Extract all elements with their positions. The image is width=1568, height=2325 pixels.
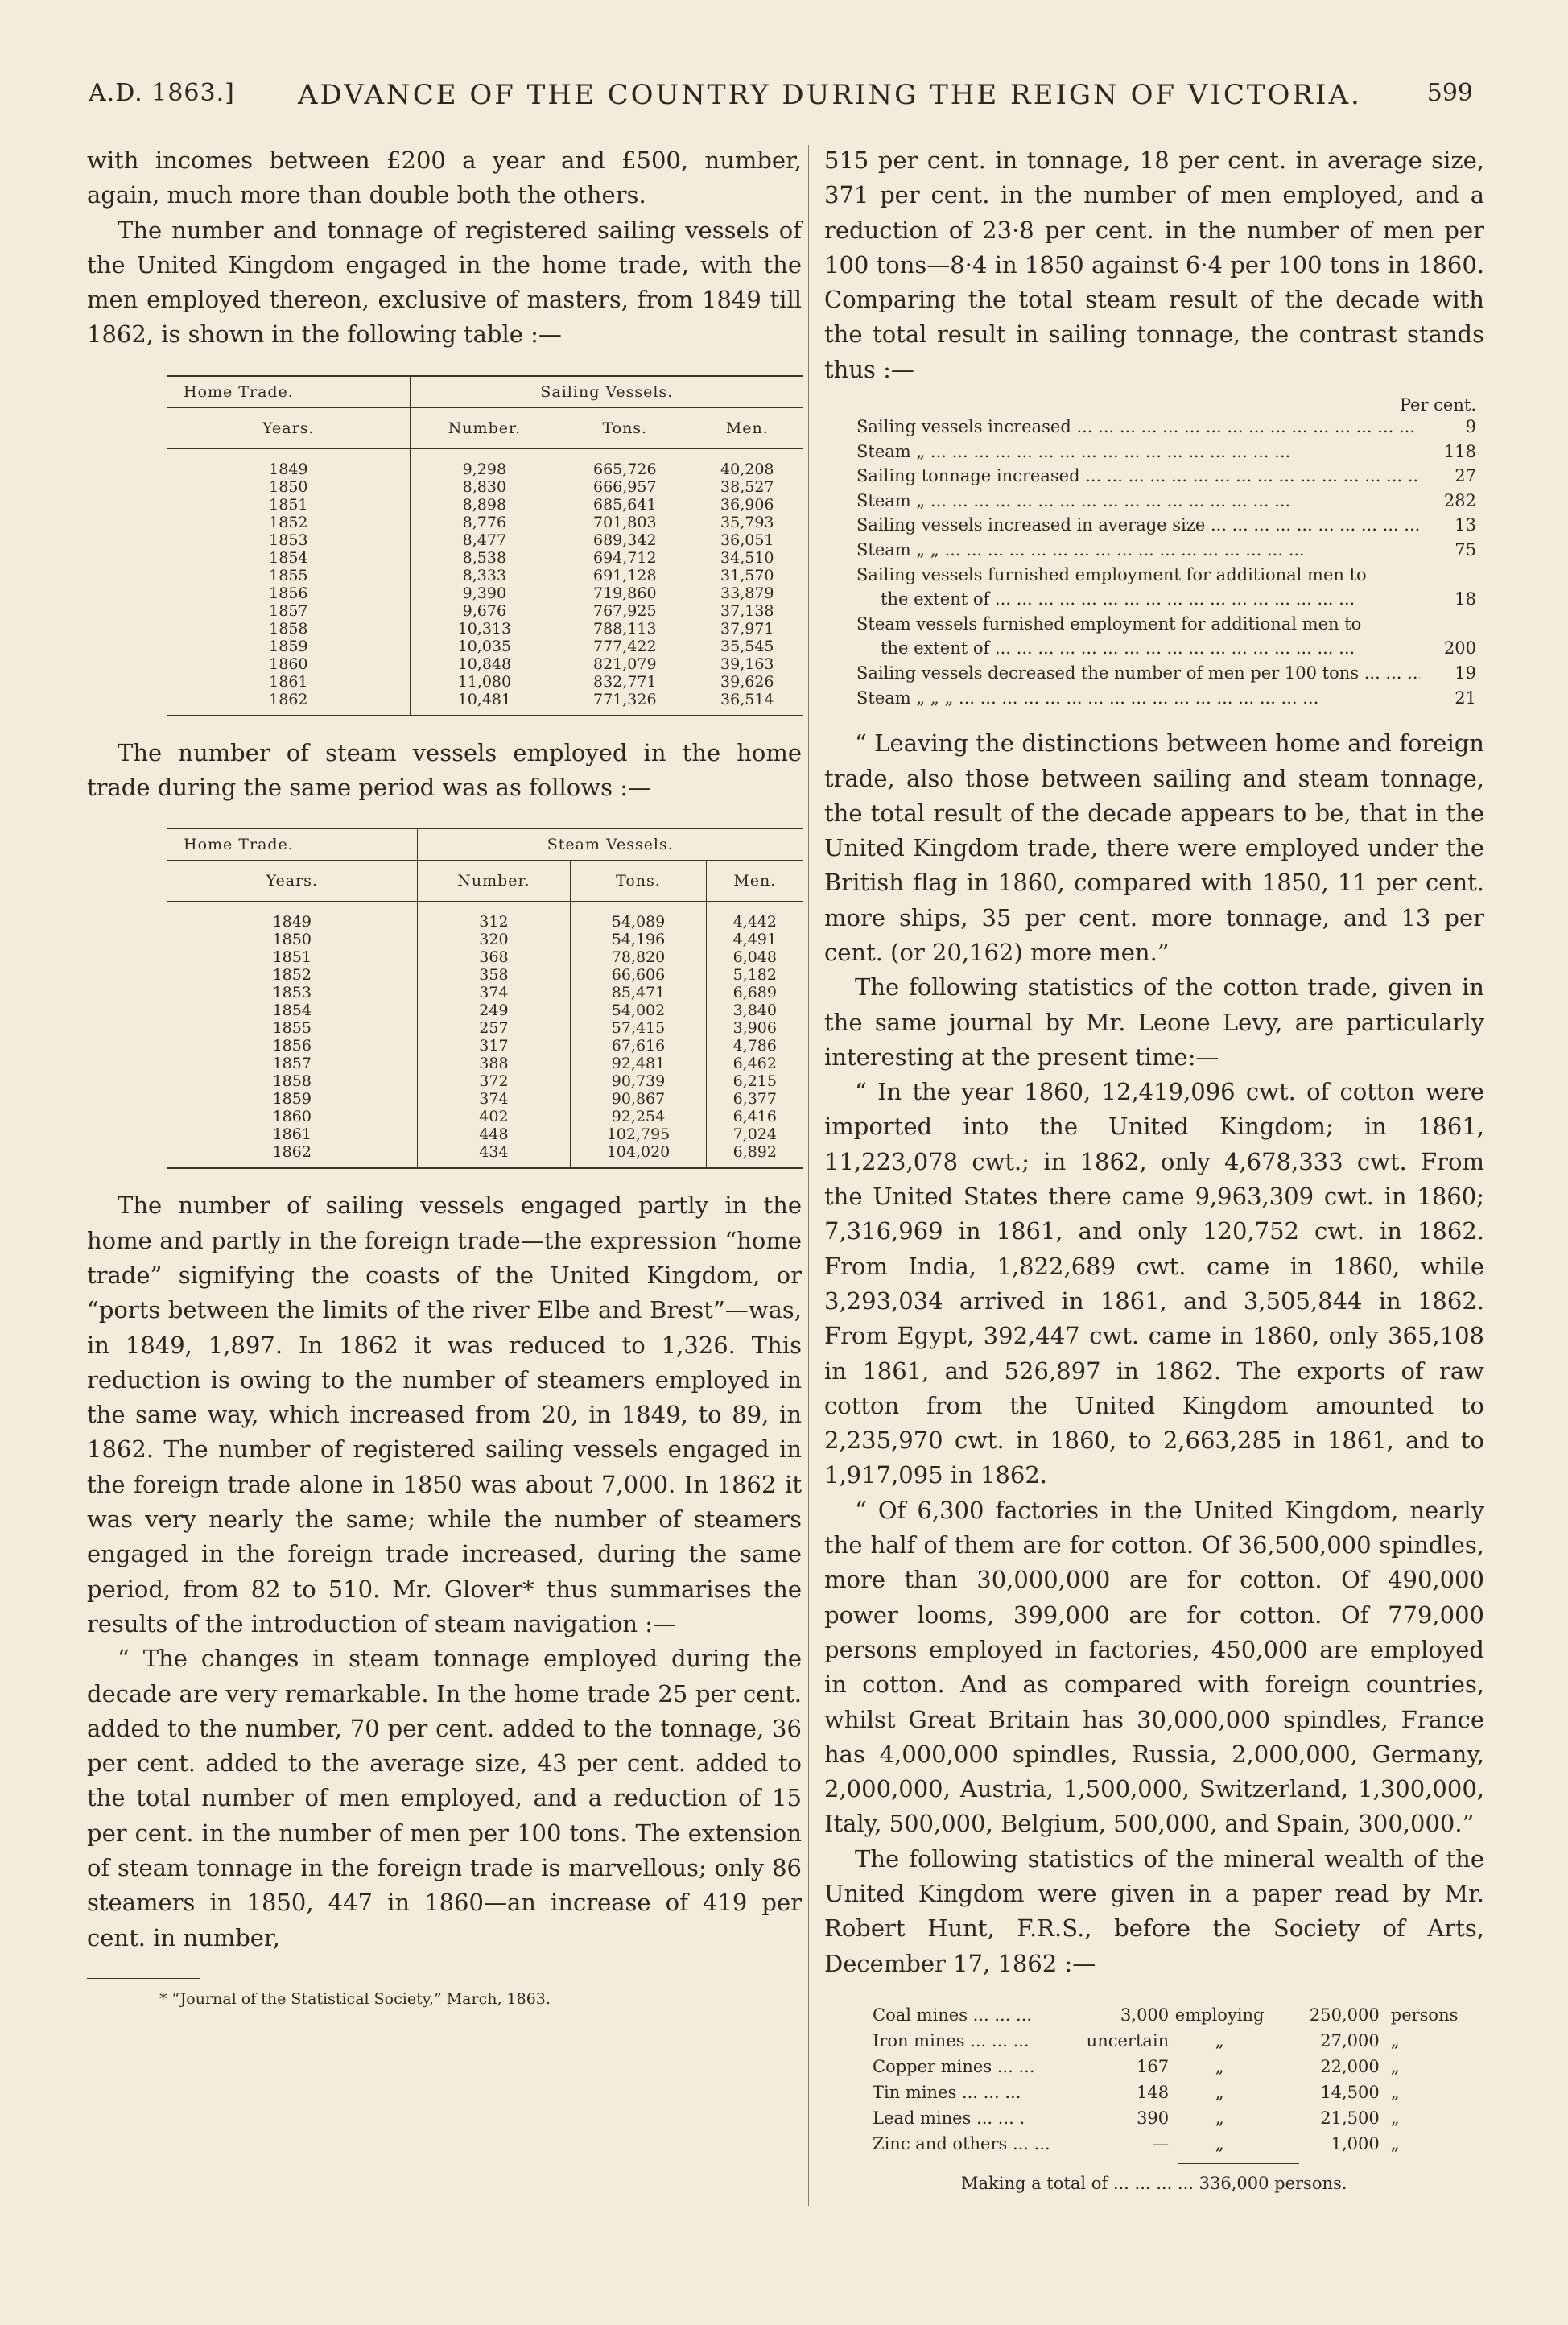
number-cell: 434 xyxy=(417,1143,571,1168)
tons-cell: 92,254 xyxy=(571,1108,706,1125)
table-row xyxy=(167,655,803,673)
mineral-unit: „ xyxy=(1390,2108,1400,2128)
year-cell: 1860 xyxy=(272,1108,312,1126)
tons-cell: 685,641 xyxy=(559,496,691,514)
number-cell: 358 xyxy=(417,966,571,984)
men-cell: 36,514 xyxy=(691,691,803,716)
sailing-vessels-table xyxy=(167,375,803,716)
number-cell: 448 xyxy=(417,1125,571,1143)
year-cell: 1849 xyxy=(272,913,312,931)
mineral-name: Copper mines ... ... xyxy=(873,2056,1035,2076)
steam-vessels-table xyxy=(167,828,803,1169)
men-cell: 7,024 xyxy=(706,1125,803,1143)
summary-row xyxy=(856,686,1484,711)
summary-value xyxy=(1420,612,1484,637)
summary-value: 75 xyxy=(1455,540,1476,560)
mineral-count: 14,500 xyxy=(1320,2082,1380,2102)
table-row xyxy=(167,1001,803,1019)
year-cell: 1853 xyxy=(272,984,312,1002)
col-number: Number. xyxy=(417,861,571,902)
number-cell: 374 xyxy=(417,1090,571,1108)
men-cell: 35,793 xyxy=(691,514,803,531)
table-row xyxy=(167,1090,803,1108)
mineral-unit: persons xyxy=(1390,2005,1459,2025)
tons-cell: 54,002 xyxy=(571,1001,706,1019)
table-row xyxy=(167,620,803,638)
paragraph: The number and tonnage of registered sailing vessels of the United Kingdom engaged in the home trade, with the men employed thereon, exclusive of masters, from 1849 till 1862, is shown in the following table :— xyxy=(87,216,802,349)
mineral-count: 21,500 xyxy=(1320,2108,1380,2128)
mineral-row xyxy=(873,2028,1484,2054)
quotation: “ Of 6,300 factories in the United Kingdom, nearly the half of them are for cotton. Of 36,500,000 spindles, more than 30,000,000 are for cotton. Of 490,000 power looms, 399,000 are for cotton. Of 779,000 persons employed in factories, 450,000 are employed in cotton. And as compared with foreign countries, whilst Great Britain has 30,000,000 spindles, France has 4,000,000 spindles, Russia, 2,000,000, Germany, 2,000,000, Austria, 1,500,000, Switzerland, 1,300,000, Italy, 500,000, Belgium, 500,000, and Spain, 300,000.” xyxy=(824,1496,1484,1838)
summary-label: Sailing tonnage increased ... . xyxy=(856,464,1420,489)
mineral-qty: 390 xyxy=(1137,2108,1170,2128)
comparison-summary xyxy=(856,395,1484,710)
number-cell: 8,538 xyxy=(410,549,559,567)
men-cell: 4,786 xyxy=(706,1037,803,1055)
table-row xyxy=(167,1019,803,1037)
year-cell: 1862 xyxy=(167,691,410,716)
summary-label: Sailing vessels decreased the number of men per 100 tons ... . xyxy=(856,661,1420,686)
table-row xyxy=(167,478,803,496)
tons-cell: 771,326 xyxy=(559,691,691,716)
number-cell: 249 xyxy=(417,1001,571,1019)
summary-value: 19 xyxy=(1455,663,1476,683)
summary-row xyxy=(856,612,1484,637)
table-row xyxy=(167,1072,803,1090)
summary-row xyxy=(856,489,1484,514)
year-cell: 1857 xyxy=(272,1055,312,1073)
year-cell: 1861 xyxy=(272,1125,312,1144)
mineral-name: Tin mines ... ... ... xyxy=(873,2082,1021,2102)
paragraph: The following statistics of the mineral wealth of the United Kingdom were given in a paper read by Mr. Robert Hunt, F.R.S., before the Society of Arts, December 17, 1862 :— xyxy=(824,1844,1484,1977)
mineral-qty: 3,000 xyxy=(1120,2005,1170,2025)
tons-cell: 701,803 xyxy=(559,514,691,531)
paragraph: with incomes between £200 a year and £500, number, again, much more than double both the others. xyxy=(87,147,802,209)
tons-cell: 694,712 xyxy=(559,549,691,567)
number-cell: 9,390 xyxy=(410,584,559,602)
year-cell: 1852 xyxy=(269,513,308,531)
number-cell: 368 xyxy=(417,948,571,966)
year-cell: 1851 xyxy=(269,495,308,514)
number-cell: 8,477 xyxy=(410,531,559,549)
tons-cell: 90,867 xyxy=(571,1090,706,1108)
summary-value: 21 xyxy=(1455,688,1476,708)
men-cell: 36,051 xyxy=(691,531,803,549)
summary-row xyxy=(856,563,1484,588)
year-cell: 1858 xyxy=(272,1072,312,1091)
paragraph: The number of sailing vessels engaged partly in the home and partly in the foreign trade—the expression “home trade” signifying the coasts of the United Kingdom, or “ports between the limits of the river Elbe and Brest”—was, in 1849, 1,897. In 1862 it was reduced to 1,326. This reduction is owing to the number of steamers employed in the same way, which increased from 20, in 1849, to 89, in 1862. The number of registered sailing vessels engaged in the foreign trade alone in 1850 was about 7,000. In 1862 it was very nearly the same; while the number of steamers engaged in the foreign trade increased, during the same period, from 82 to 510. Mr. Glover* thus summarises the results of the introduction of steam navigation :— xyxy=(87,1191,802,1637)
mineral-count: 22,000 xyxy=(1320,2056,1380,2076)
mineral-row xyxy=(873,2131,1484,2157)
tons-cell: 102,795 xyxy=(571,1125,706,1143)
year-cell: 1862 xyxy=(167,1143,417,1168)
mineral-qty: — xyxy=(1152,2133,1170,2154)
year-cell: 1852 xyxy=(272,966,312,985)
summary-label: the extent of ... . xyxy=(856,636,1420,661)
men-cell: 6,048 xyxy=(706,948,803,966)
tons-cell: 788,113 xyxy=(559,620,691,638)
summary-value: 118 xyxy=(1443,441,1476,461)
mineral-row xyxy=(873,2079,1484,2105)
men-cell: 39,163 xyxy=(691,655,803,673)
summary-row xyxy=(856,464,1484,489)
number-cell: 388 xyxy=(417,1055,571,1072)
summary-row xyxy=(856,513,1484,538)
mineral-qty: 148 xyxy=(1137,2082,1170,2102)
number-cell: 8,898 xyxy=(410,496,559,514)
year-cell: 1860 xyxy=(269,655,308,673)
mineral-emp: employing xyxy=(1174,2005,1265,2025)
summary-value: 282 xyxy=(1443,490,1476,510)
mineral-unit: „ xyxy=(1390,2030,1400,2050)
number-cell: 372 xyxy=(417,1072,571,1090)
mineral-emp: „ xyxy=(1215,2082,1224,2102)
paragraph: The number of steam vessels employed in the home trade during the same period was as follows :— xyxy=(87,738,802,802)
total-rule xyxy=(1178,2163,1299,2164)
table-row xyxy=(167,448,803,478)
mineral-row xyxy=(873,2054,1484,2079)
tons-cell: 689,342 xyxy=(559,531,691,549)
men-cell: 4,442 xyxy=(706,902,803,931)
year-cell: 1856 xyxy=(269,584,308,602)
year-cell: 1855 xyxy=(272,1019,312,1038)
number-cell: 10,848 xyxy=(410,655,559,673)
table-group-head: Steam Vessels. xyxy=(417,828,803,861)
summary-label: Sailing vessels increased ... . xyxy=(856,415,1420,440)
men-cell: 6,416 xyxy=(706,1108,803,1125)
number-cell: 9,676 xyxy=(410,602,559,620)
col-number: Number. xyxy=(410,407,559,448)
year-cell: 1861 xyxy=(269,672,308,691)
year-cell: 1854 xyxy=(269,548,308,567)
men-cell: 33,879 xyxy=(691,584,803,602)
number-cell: 402 xyxy=(417,1108,571,1125)
col-years: Years. xyxy=(167,407,410,448)
table-left-head: Home Trade. xyxy=(167,828,417,861)
table-row xyxy=(167,567,803,584)
men-cell: 6,892 xyxy=(706,1143,803,1168)
year-cell: 1859 xyxy=(269,637,308,655)
footnote: * “Journal of the Statistical Society,” March, 1863. xyxy=(159,1989,551,2008)
table-row xyxy=(167,1143,803,1168)
number-cell: 11,080 xyxy=(410,673,559,691)
year-cell: 1854 xyxy=(272,1001,312,1020)
table-row xyxy=(167,966,803,984)
mineral-emp: „ xyxy=(1215,2056,1224,2076)
table-row xyxy=(167,549,803,567)
number-cell: 10,035 xyxy=(410,638,559,655)
summary-row xyxy=(856,415,1484,440)
men-cell: 6,462 xyxy=(706,1055,803,1072)
tons-cell: 104,020 xyxy=(571,1143,706,1168)
summary-row xyxy=(856,636,1484,661)
men-cell: 6,215 xyxy=(706,1072,803,1090)
men-cell: 39,626 xyxy=(691,673,803,691)
year-cell: 1857 xyxy=(269,601,308,620)
tons-cell: 767,925 xyxy=(559,602,691,620)
tons-cell: 57,415 xyxy=(571,1019,706,1037)
col-years: Years. xyxy=(167,861,417,902)
tons-cell: 691,128 xyxy=(559,567,691,584)
mineral-table xyxy=(873,2002,1484,2193)
summary-head: Per cent. xyxy=(1399,395,1476,415)
table-left-head: Home Trade. xyxy=(167,376,410,408)
number-cell: 9,298 xyxy=(410,448,559,478)
tons-cell: 719,860 xyxy=(559,584,691,602)
men-cell: 31,570 xyxy=(691,567,803,584)
mineral-emp: „ xyxy=(1215,2108,1224,2128)
mineral-emp: „ xyxy=(1215,2030,1224,2050)
summary-row xyxy=(856,661,1484,686)
mineral-count: 1,000 xyxy=(1331,2133,1380,2154)
table-body xyxy=(167,448,803,716)
number-cell: 10,481 xyxy=(410,691,559,716)
men-cell: 38,527 xyxy=(691,478,803,496)
year-cell: 1851 xyxy=(272,948,312,967)
col-tons: Tons. xyxy=(559,407,691,448)
mineral-name: Zinc and others ... ... xyxy=(873,2133,1050,2154)
col-men: Men. xyxy=(706,861,803,902)
table-row xyxy=(167,691,803,716)
tons-cell: 85,471 xyxy=(571,984,706,1001)
tons-cell: 665,726 xyxy=(559,448,691,478)
table-row xyxy=(167,984,803,1001)
summary-label: Sailing vessels furnished employment for additional men to xyxy=(856,564,1367,584)
summary-value: 9 xyxy=(1465,417,1476,437)
number-cell: 8,776 xyxy=(410,514,559,531)
quotation: “ The changes in steam tonnage employed during the decade are very remarkable. In the home trade 25 per cent. added to the number, 70 per cent. added to the tonnage, 36 per cent. added to the average size, 43 per cent. added to the total number of men employed, and a reduction of 15 per cent. in the number of men per 100 tons. The extension of steam tonnage in the foreign trade is marvellous; only 86 steamers in 1850, 447 in 1860—an increase of 419 per cent. in number, xyxy=(87,1645,802,1951)
men-cell: 3,840 xyxy=(706,1001,803,1019)
men-cell: 37,971 xyxy=(691,620,803,638)
mineral-count: 250,000 xyxy=(1309,2005,1380,2025)
summary-value: 13 xyxy=(1455,515,1476,535)
number-cell: 257 xyxy=(417,1019,571,1037)
tons-cell: 832,771 xyxy=(559,673,691,691)
col-tons: Tons. xyxy=(571,861,706,902)
mineral-unit: „ xyxy=(1390,2082,1400,2102)
mineral-name: Lead mines ... ... . xyxy=(873,2108,1025,2128)
table-row xyxy=(167,1125,803,1143)
tons-cell: 821,079 xyxy=(559,655,691,673)
mineral-total: Making a total of ... ... ... ... 336,000 persons. xyxy=(961,2173,1347,2193)
paragraph: The following statistics of the cotton trade, given in the same journal by Mr. Leone Levy, are particularly interesting at the present time:— xyxy=(824,973,1484,1071)
number-cell: 374 xyxy=(417,984,571,1001)
men-cell: 3,906 xyxy=(706,1019,803,1037)
number-cell: 312 xyxy=(417,902,571,931)
year-cell: 1850 xyxy=(272,931,312,949)
men-cell: 35,545 xyxy=(691,638,803,655)
summary-label: Steam „ ... . xyxy=(856,440,1420,465)
summary-row xyxy=(856,587,1484,612)
number-cell: 317 xyxy=(417,1037,571,1055)
men-cell: 36,906 xyxy=(691,496,803,514)
summary-label: Steam „ „ ... . xyxy=(856,538,1420,563)
summary-value: 200 xyxy=(1443,638,1476,659)
summary-value xyxy=(1420,563,1484,588)
summary-label: Steam vessels furnished employment for additional men to xyxy=(856,613,1362,634)
tons-cell: 66,606 xyxy=(571,966,706,984)
mineral-emp: „ xyxy=(1215,2133,1224,2154)
table-group-head: Sailing Vessels. xyxy=(410,376,803,408)
tons-cell: 666,957 xyxy=(559,478,691,496)
mineral-row xyxy=(873,2002,1484,2028)
men-cell: 4,491 xyxy=(706,931,803,948)
summary-label: the extent of ... . xyxy=(856,587,1420,612)
mineral-name: Iron mines ... ... ... xyxy=(873,2030,1030,2050)
mineral-qty: uncertain xyxy=(1086,2030,1170,2050)
men-cell: 40,208 xyxy=(691,448,803,478)
table-row xyxy=(167,1108,803,1125)
table-row xyxy=(167,931,803,948)
tons-cell: 92,481 xyxy=(571,1055,706,1072)
tons-cell: 67,616 xyxy=(571,1037,706,1055)
men-cell: 6,689 xyxy=(706,984,803,1001)
summary-label: Sailing vessels increased in average size ... . xyxy=(856,513,1420,538)
year-cell: 1855 xyxy=(269,566,308,584)
table-row xyxy=(167,638,803,655)
table-row xyxy=(167,948,803,966)
table-row xyxy=(167,1037,803,1055)
tons-cell: 78,820 xyxy=(571,948,706,966)
summary-row xyxy=(856,440,1484,465)
column-divider xyxy=(808,145,809,2206)
year-cell: 1858 xyxy=(269,619,308,638)
summary-label: Steam „ ... . xyxy=(856,489,1420,514)
mineral-unit: „ xyxy=(1390,2056,1400,2076)
col-men: Men. xyxy=(691,407,803,448)
table-row xyxy=(167,584,803,602)
table-row xyxy=(167,602,803,620)
year-cell: 1853 xyxy=(269,531,308,549)
table-row xyxy=(167,531,803,549)
number-cell: 10,313 xyxy=(410,620,559,638)
page-number: 599 xyxy=(1426,79,1473,107)
mineral-unit: „ xyxy=(1390,2133,1400,2154)
tons-cell: 54,196 xyxy=(571,931,706,948)
mineral-count: 27,000 xyxy=(1320,2030,1380,2050)
men-cell: 34,510 xyxy=(691,549,803,567)
number-cell: 8,333 xyxy=(410,567,559,584)
header-date: A.D. 1863.] xyxy=(89,79,235,107)
summary-label: Steam „ „ „ ... . xyxy=(856,686,1420,711)
running-title: ADVANCE OF THE COUNTRY DURING THE REIGN OF VICTORIA. xyxy=(298,79,1362,111)
year-cell: 1856 xyxy=(272,1037,312,1055)
men-cell: 37,138 xyxy=(691,602,803,620)
tons-cell: 90,739 xyxy=(571,1072,706,1090)
quotation: “ In the year 1860, 12,419,096 cwt. of cotton were imported into the United Kingdom; in 1861, 11,223,078 cwt.; in 1862, only 4,678,333 cwt. From the United States there came 9,963,309 cwt. in 1860; 7,316,969 in 1861, and only 120,752 cwt. in 1862. From India, 1,822,689 cwt. came in 1860, while 3,293,034 arrived in 1861, and 3,505,844 in 1862. From Egypt, 392,447 cwt. came in 1860, only 365,108 in 1861, and 526,897 in 1862. The exports of raw cotton from the United Kingdom amounted to 2,235,970 cwt. in 1860, to 2,663,285 in 1861, and to 1,917,095 in 1862. xyxy=(824,1078,1484,1489)
number-cell: 8,830 xyxy=(410,478,559,496)
tons-cell: 54,089 xyxy=(571,902,706,931)
quotation: “ Leaving the distinctions between home and foreign trade, also those between sailing and steam tonnage, the total result of the decade appears to be, that in the United Kingdom trade, there were employed under the British flag in 1860, compared with 1850, 11 per cent. more ships, 35 per cent. more tonnage, and 13 per cent. (or 20,162) more men.” xyxy=(824,729,1484,966)
table-row xyxy=(167,496,803,514)
men-cell: 5,182 xyxy=(706,966,803,984)
mineral-name: Coal mines ... ... ... xyxy=(873,2005,1033,2025)
left-column xyxy=(87,143,802,2008)
table-row xyxy=(167,1055,803,1072)
page-header xyxy=(89,79,1473,127)
mineral-qty: 167 xyxy=(1137,2056,1170,2076)
year-cell: 1850 xyxy=(269,477,308,496)
summary-value: 18 xyxy=(1455,589,1476,609)
right-column xyxy=(824,143,1484,2193)
mineral-row xyxy=(873,2105,1484,2131)
paragraph: 515 per cent. in tonnage, 18 per cent. in average size, 371 per cent. in the number of men employed, and a reduction of 23·8 per cent. in the number of men per 100 tons—8·4 in 1850 against 6·4 per 100 tons in 1860. Comparing the total steam result of the decade with the total result in sailing tonnage, the contrast stands thus :— xyxy=(824,147,1484,383)
summary-value: 27 xyxy=(1455,466,1476,486)
number-cell: 320 xyxy=(417,931,571,948)
year-cell: 1859 xyxy=(272,1090,312,1109)
footnote-rule xyxy=(87,1978,200,1979)
table-row xyxy=(167,673,803,691)
table-body xyxy=(167,902,803,1169)
men-cell: 6,377 xyxy=(706,1090,803,1108)
table-row xyxy=(167,514,803,531)
table-row xyxy=(167,902,803,931)
tons-cell: 777,422 xyxy=(559,638,691,655)
summary-row xyxy=(856,538,1484,563)
year-cell: 1849 xyxy=(269,460,308,478)
